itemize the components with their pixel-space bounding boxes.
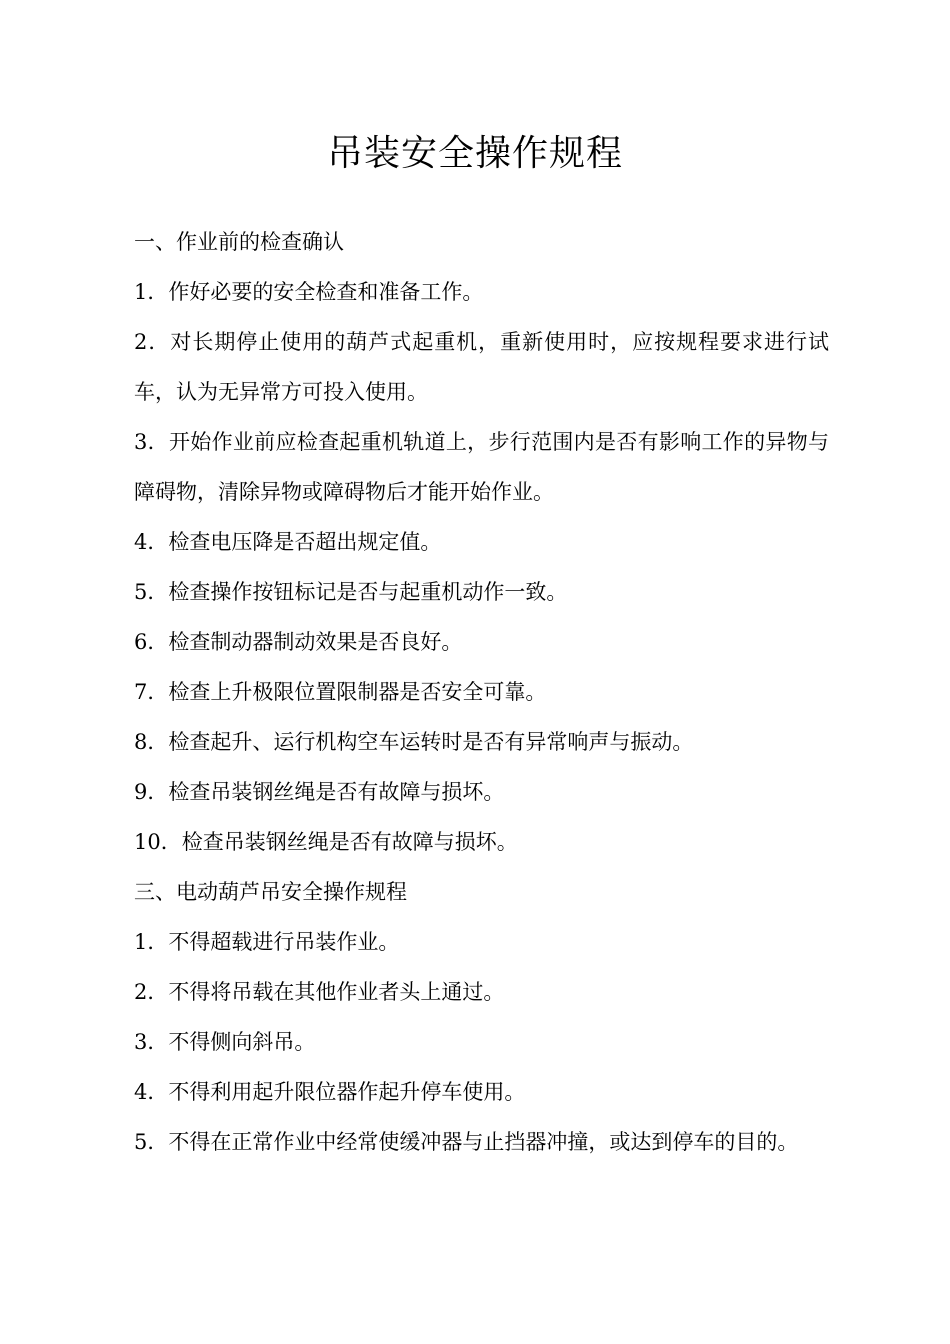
section-heading: 三、电动葫芦吊安全操作规程 <box>134 880 407 904</box>
list-item: 8．检查起升、运行机构空车运转时是否有异常响声与振动。 <box>134 730 694 754</box>
list-item: 2．不得将吊载在其他作业者头上通过。 <box>134 980 505 1004</box>
list-item: 9．检查吊装钢丝绳是否有故障与损坏。 <box>134 780 505 804</box>
list-item: 10．检查吊装钢丝绳是否有故障与损坏。 <box>134 830 518 854</box>
list-item: 1．不得超载进行吊装作业。 <box>134 930 400 954</box>
list-item: 7．检查上升极限位置限制器是否安全可靠。 <box>134 680 547 704</box>
list-item: 3．不得侧向斜吊。 <box>134 1030 316 1054</box>
list-item: 5．不得在正常作业中经常使缓冲器与止挡器冲撞，或达到停车的目的。 <box>134 1130 799 1154</box>
list-item: 2．对长期停止使用的葫芦式起重机，重新使用时，应按规程要求进行试车，认为无异常方可投入使用。 <box>134 330 829 404</box>
list-item: 5．检查操作按钮标记是否与起重机动作一致。 <box>134 580 568 604</box>
list-item: 1．作好必要的安全检查和准备工作。 <box>134 280 484 304</box>
section-heading: 一、作业前的检查确认 <box>134 230 344 254</box>
list-item: 3．开始作业前应检查起重机轨道上，步行范围内是否有影响工作的异物与障碍物，清除异物或障碍物后才能开始作业。 <box>134 430 829 504</box>
document-title: 吊装安全操作规程 <box>326 133 623 174</box>
list-item: 4．不得利用起升限位器作起升停车使用。 <box>134 1080 526 1104</box>
list-item: 6．检查制动器制动效果是否良好。 <box>134 630 463 654</box>
list-item: 4．检查电压降是否超出规定值。 <box>134 530 442 554</box>
document-body <box>134 217 829 1167</box>
